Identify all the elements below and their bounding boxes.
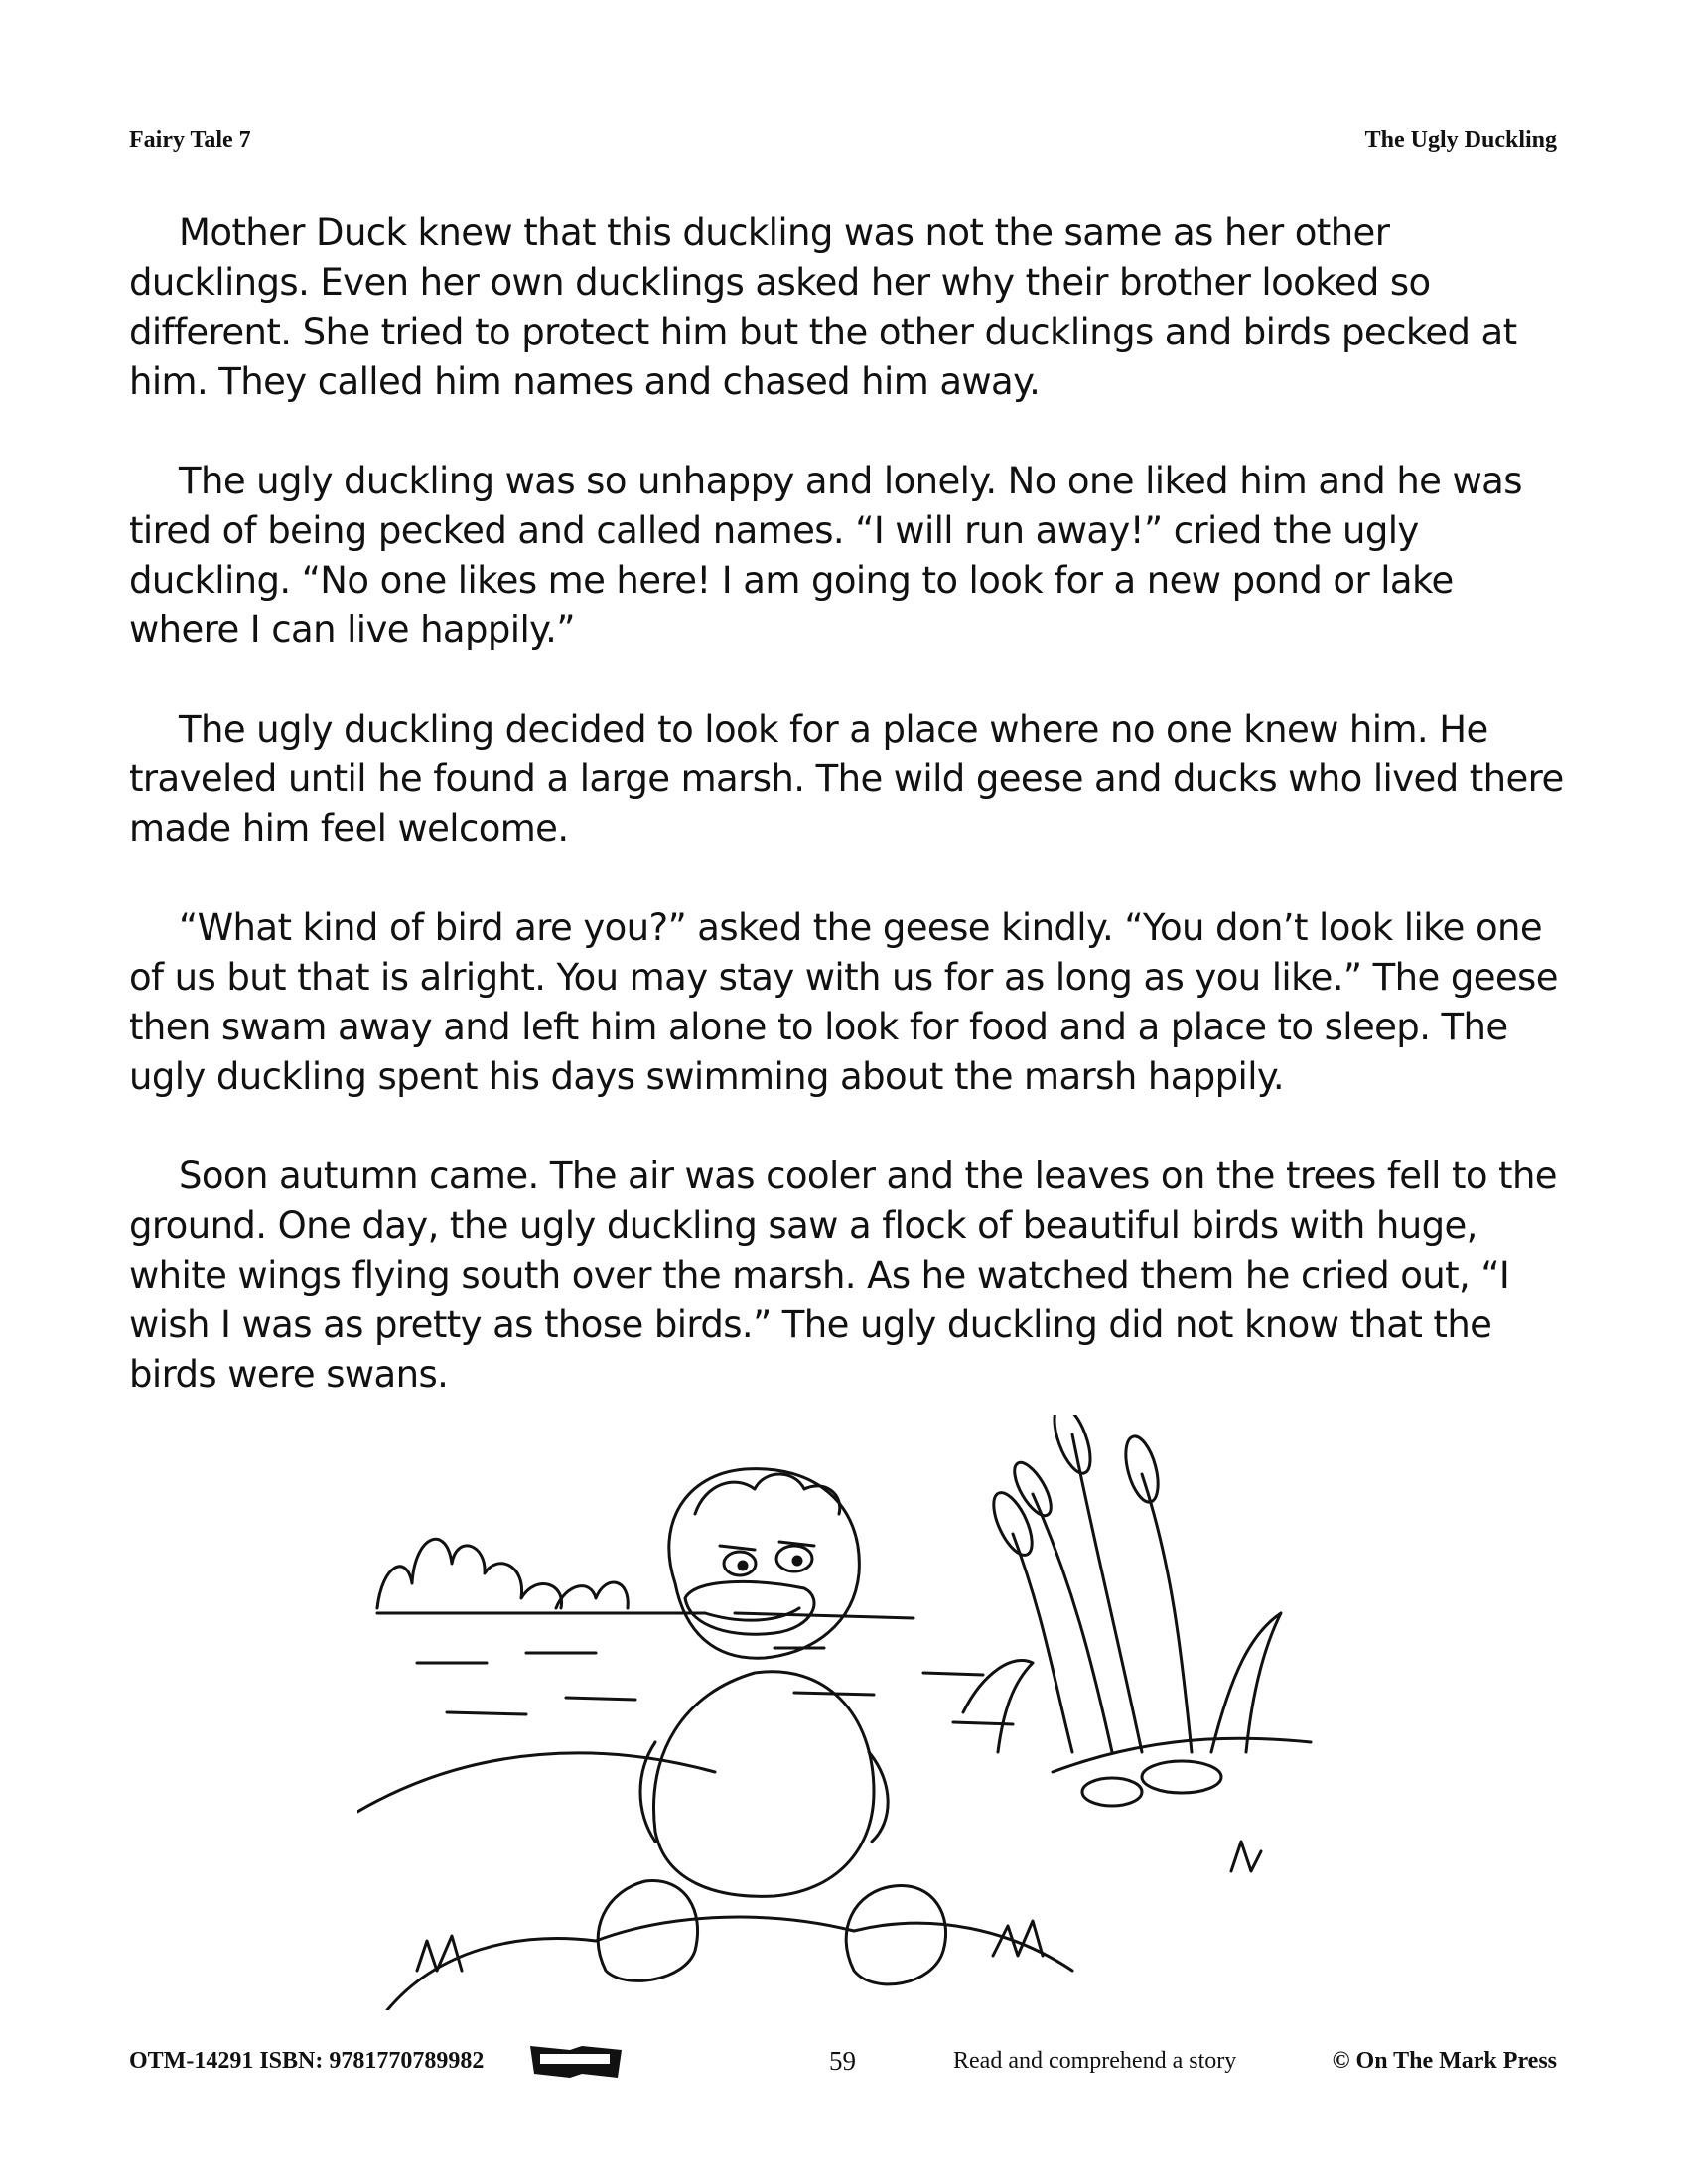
page-footer [129, 2040, 1557, 2080]
story-text [129, 208, 1569, 1449]
header-series-label: Fairy Tale 7 [129, 127, 251, 153]
story-paragraph: “What kind of bird are you?” asked the geese kindly. “You don’t look like one of us but that is alright. You may stay with us for as long as you like.” The geese then swam away and left him alone to look for food and a place to sleep. The ugly duckling spent his days swimming about the marsh happily. [129, 906, 1558, 1098]
duckling-illustration [357, 1415, 1331, 2010]
footer-copyright: © On The Mark Press [1332, 2048, 1557, 2074]
header-story-title: The Ugly Duckling [1364, 127, 1557, 153]
story-paragraph: Mother Duck knew that this duckling was not the same as her other ducklings. Even her own ducklings asked her why their brother looked so different. She tried to protect him but the other ducklings and birds pecked at him. They called him names and chased him away. [129, 211, 1517, 403]
footer-description: Read and comprehend a story [953, 2048, 1237, 2074]
page-number: 59 [829, 2046, 856, 2076]
story-paragraph: The ugly duckling was so unhappy and lonely. No one liked him and he was tired of being pecked and called names. “I will run away!” cried the ugly duckling. “No one likes me here! I am going to look for a new pond or lake where I can live happily.” [129, 460, 1522, 651]
story-paragraph: The ugly duckling decided to look for a place where no one knew him. He traveled until he found a large marsh. The wild geese and ducks who lived there made him feel welcome. [129, 708, 1564, 850]
footer-product-code: OTM-14291 ISBN: 9781770789982 [129, 2048, 485, 2074]
book-icon [526, 2040, 626, 2080]
story-paragraph: Soon autumn came. The air was cooler and the leaves on the trees fell to the ground. One day, the ugly duckling saw a flock of beautiful birds with huge, white wings flying south over the marsh. As he watched them he cried out, “I wish I was as pretty as those birds.” The ugly duckling did not know that the birds were swans. [129, 1155, 1557, 1396]
